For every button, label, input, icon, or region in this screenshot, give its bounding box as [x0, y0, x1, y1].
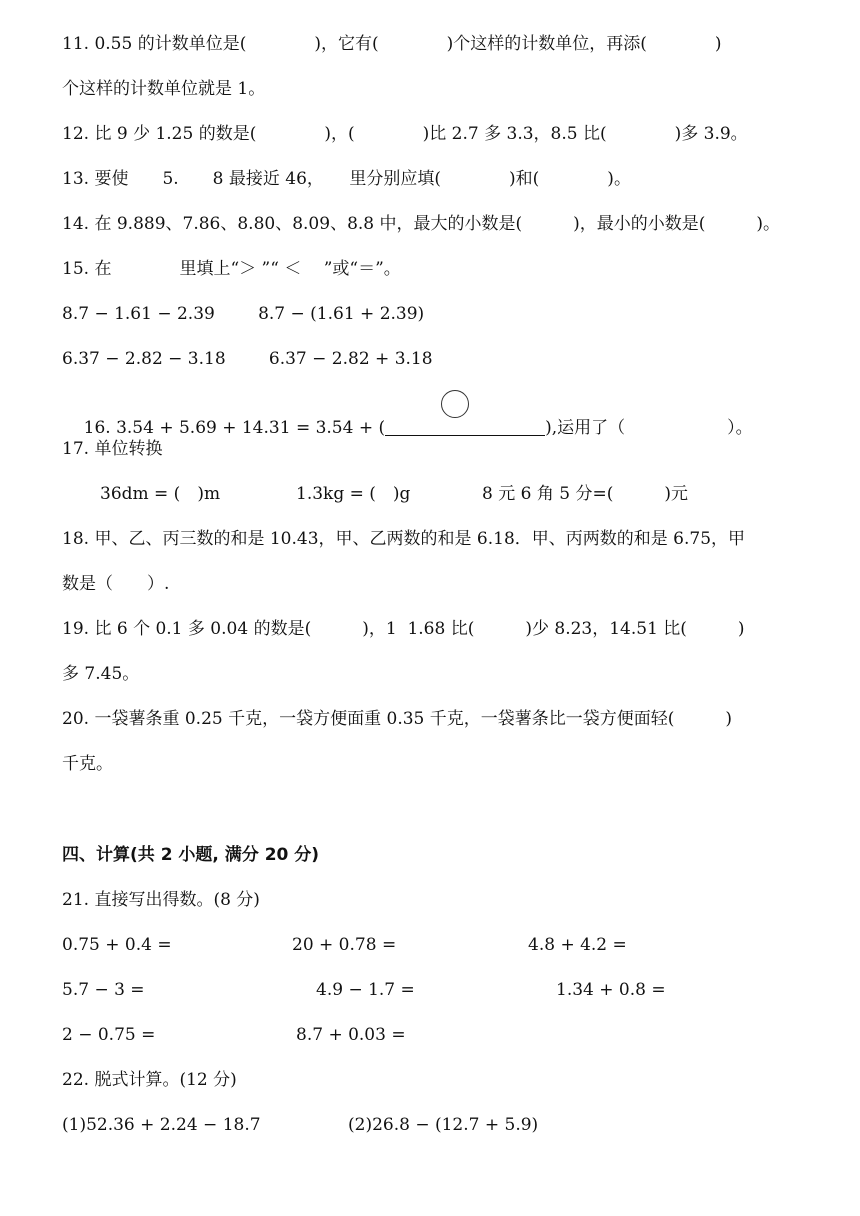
question-19-line-2: 多 7.45。 — [62, 664, 140, 684]
oral-calc-item: 0.75 + 0.4 = — [62, 935, 172, 955]
question-15-title: 15. 在 里填上“＞ ”“ ＜ ”或“＝”。 — [62, 259, 401, 279]
question-14: 14. 在 9.889、7.86、8.80、8.09、8.8 中，最大的小数是( )，最小的小数是( )。 — [62, 214, 781, 234]
question-21-title: 21. 直接写出得数。(8 分) — [62, 890, 260, 910]
question-16 — [62, 392, 753, 464]
question-20-line-2: 千克。 — [62, 754, 113, 774]
oral-calc-item: 4.9 − 1.7 = — [316, 980, 415, 1000]
question-22-title: 22. 脱式计算。(12 分) — [62, 1070, 237, 1090]
question-15-row-1: 8.7 − 1.61 − 2.39 8.7 − (1.61 + 2.39) — [62, 304, 425, 324]
section-4-heading: 四、计算(共 2 小题, 满分 20 分) — [62, 845, 320, 865]
unit-conversion-item-1: 36dm = ( )m — [100, 484, 221, 504]
oral-calc-item: 4.8 + 4.2 = — [528, 935, 627, 955]
answer-blank-underline — [385, 417, 545, 436]
unit-conversion-item-3: 8 元 6 角 5 分=( )元 — [482, 484, 688, 504]
question-16-left: 16. 3.54 + 5.69 + 14.31 = 3.54 + ( — [83, 418, 386, 438]
question-19-line-1: 19. 比 6 个 0.1 多 0.04 的数是( )，1 1.68 比( )少 8.23，14.51 比( ) — [62, 619, 745, 639]
question-11-line-1: 11. 0.55 的计数单位是( )，它有( )个这样的计数单位，再添( ) — [62, 34, 722, 54]
circle-answer-box — [441, 390, 469, 418]
oral-calc-item: 2 − 0.75 = — [62, 1025, 156, 1045]
question-20-line-1: 20. 一袋薯条重 0.25 千克，一袋方便面重 0.35 千克，一袋薯条比一袋方便面轻( ) — [62, 709, 733, 729]
oral-calc-item: 20 + 0.78 = — [292, 935, 397, 955]
oral-calc-item: 8.7 + 0.03 = — [296, 1025, 406, 1045]
question-13: 13. 要使 5. 8 最接近 46， 里分别应填( )和( )。 — [62, 169, 631, 189]
stepwise-calc-item-2: (2)26.8 − (12.7 + 5.9) — [348, 1115, 539, 1135]
question-18-line-2: 数是（ ）. — [62, 574, 170, 594]
question-17-title: 17. 单位转换 — [62, 439, 163, 459]
question-18-line-1: 18. 甲、乙、丙三数的和是 10.43，甲、乙两数的和是 6.18．甲、丙两数的和是 6.75，甲 — [62, 529, 746, 549]
stepwise-calc-item-1: (1)52.36 + 2.24 − 18.7 — [62, 1115, 261, 1135]
question-11-line-2: 个这样的计数单位就是 1。 — [62, 79, 266, 99]
oral-calc-item: 1.34 + 0.8 = — [556, 980, 666, 1000]
unit-conversion-item-2: 1.3kg = ( )g — [296, 484, 411, 504]
oral-calc-item: 5.7 − 3 = — [62, 980, 145, 1000]
question-15-row-2: 6.37 − 2.82 − 3.18 6.37 − 2.82 + 3.18 — [62, 349, 433, 369]
question-16-right: ),运用了（ ）。 — [545, 418, 753, 438]
question-12: 12. 比 9 少 1.25 的数是( )，( )比 2.7 多 3.3，8.5 比( )多 3.9。 — [62, 124, 748, 144]
